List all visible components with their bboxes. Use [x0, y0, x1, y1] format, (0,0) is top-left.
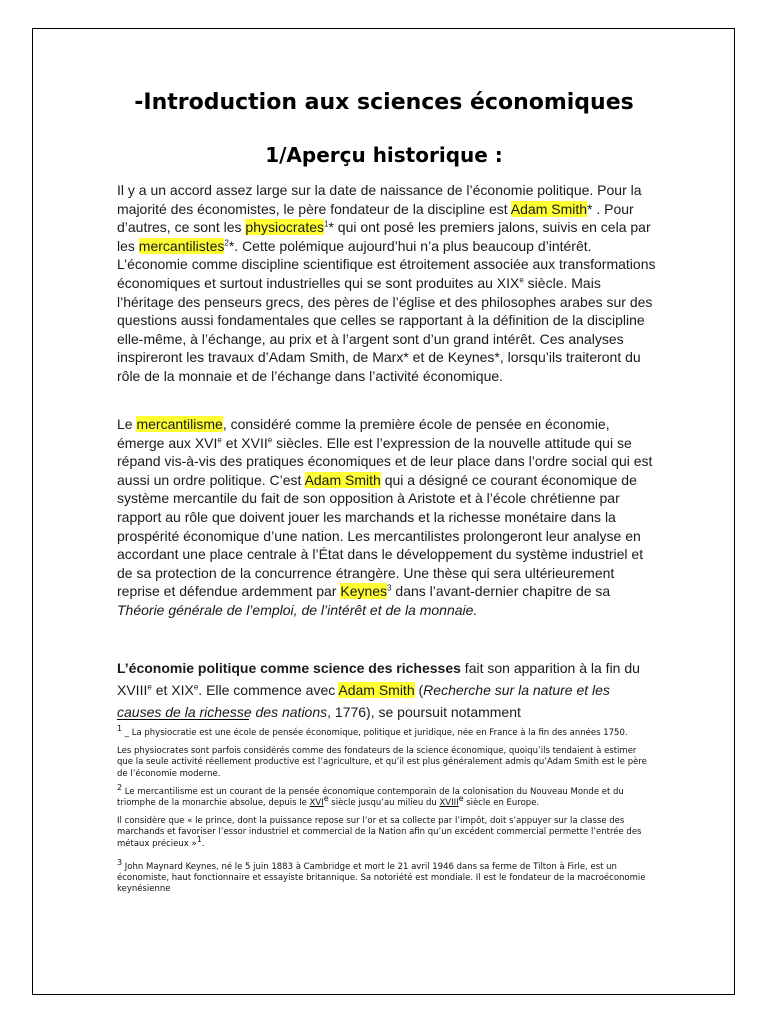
paragraph-political-economy: L’économie politique comme science des richesses fait son apparition à la fin du XVIIIe et XIXe. Elle commence avec Adam Smith (Recherche sur la nature et les causes de la richesse des nations, 1776), se poursuit notamment [117, 660, 640, 720]
bold-heading: L’économie politique comme science des richesses [117, 660, 461, 676]
book-title: Théorie générale de l’emploi, de l’intérêt et de la monnaie. [117, 601, 478, 618]
document-title: -Introduction aux sciences économiques [134, 90, 634, 115]
highlight-keynes: Keynes [340, 583, 388, 600]
footnote-1: $^1$ _ La physiocratie est une école de pensée économique, politique et juridique, née en France à la fin des années 1750. [117, 724, 628, 738]
footnote-separator [117, 719, 249, 720]
footnote-ref[interactable]: 3 [387, 583, 392, 593]
highlight-adam-smith: Adam Smith [304, 471, 381, 488]
highlight-adam-smith: Adam Smith [338, 682, 415, 698]
paragraph-mercantilism: Le mercantilisme, considéré comme la première école de pensée en économie, émerge aux XVIe et XVIIe siècles. Elle est l’expression de la nouvelle attitude qui se répand vis-à-vis des pratiques économiques et de leur place dans l’ordre social qui est aussi un ordre politique. C’est Adam Smith qui a désigné ce courant économique de système mercantile du fait de son opposition à Aristote et à l’école chrétienne par rapport au rôle que doivent jouer les marchands et la richesse monétaire dans la prospérité économique d’une nation. Les mercantilistes prolongeront leur analyse en accordant une place centrale à l’État dans le développement du système industriel et de sa protection de la concurrence étrangère. Une thèse qui sera ultérieurement reprise et défendue ardemment par Keynes$^3$ dans l’avant-dernier chapitre de sa Théorie générale de l’emploi, de l’intérêt et de la monnaie. [117, 416, 653, 618]
footnote-3: $^3$ John Maynard Keynes, né le 5 juin 1883 à Cambridge et mort le 21 avril 1946 dans sa ferme de Tilton à Firle, est un économiste, haut fonctionnaire et essayiste britannique. Sa notoriété est mondiale. Il est le fondateur de la macroéconomie keynésienne [117, 858, 646, 895]
footnote-2-continued: Il considère que « le prince, dont la puissance repose sur l’or et sa collecte par l’impôt, doit s’appuyer sur la classe des marchands et favoriser l’essor industriel et commercial de la Nation afin qu’un excédent commercial permette l’entrée des métaux précieux »$^1$. [117, 816, 642, 849]
highlight-physiocrates: physiocrates [245, 219, 324, 236]
footnote-ref[interactable]: 2 [224, 238, 229, 248]
highlight-adam-smith: Adam Smith [510, 200, 588, 217]
footnote-ref[interactable]: 1 [324, 219, 329, 229]
footnotes [117, 724, 647, 902]
paragraph-history: Il y a un accord assez large sur la date de naissance de l’économie politique. Pour la majorité des économistes, le père fondateur de la discipline est Adam Smith* . Pour d’autres, ce sont les physiocrates$^1$* qui ont posé les premiers jalons, suivis en cela par les mercantilistes$^2$*. Cette polémique aujourd’hui n’a plus beaucoup d’intérêt. L’économie comme discipline scientifique est étroitement associée aux transformations économiques et surtout industrielles qui se sont produites au XIXe siècle. Mais l’héritage des penseurs grecs, des pères de l’église et des philosophes arabes sur des questions aussi fondamentales que celles se rapportant à la définition de la discipline elle-même, à l’échange, au prix et à l’argent sont d’un grand intérêt. Ces analyses inspireront les travaux d’Adam Smith, de Marx* et de Keynes*, lorsqu’ils traiteront du rôle de la monnaie et de l’échange dans l’activité économique. [117, 182, 656, 384]
footnote-1-continued: Les physiocrates sont parfois considérés comme des fondateurs de la science économique, quoiqu’ils tendaient à estimer que la seule activité réellement productive est l’agriculture, et qu’il est plus généralement admis qu’Adam Smith est le père de l’économie moderne. [117, 746, 647, 779]
footnote-2: $^2$ Le mercantilisme est un courant de la pensée économique contemporain de la colonisation du Nouveau Monde et du triomphe de la monarchie absolue, depuis le XVIe siècle jusqu’au milieu du XVIIIe siècle en Europe. [117, 782, 624, 809]
book-title: Recherche sur la nature et les causes de la richesse des nations [117, 682, 610, 720]
highlight-mercantilistes: mercantilistes [138, 237, 225, 254]
section-heading: 1/Aperçu historique : [265, 143, 503, 167]
highlight-mercantilisme: mercantilisme [136, 416, 223, 432]
